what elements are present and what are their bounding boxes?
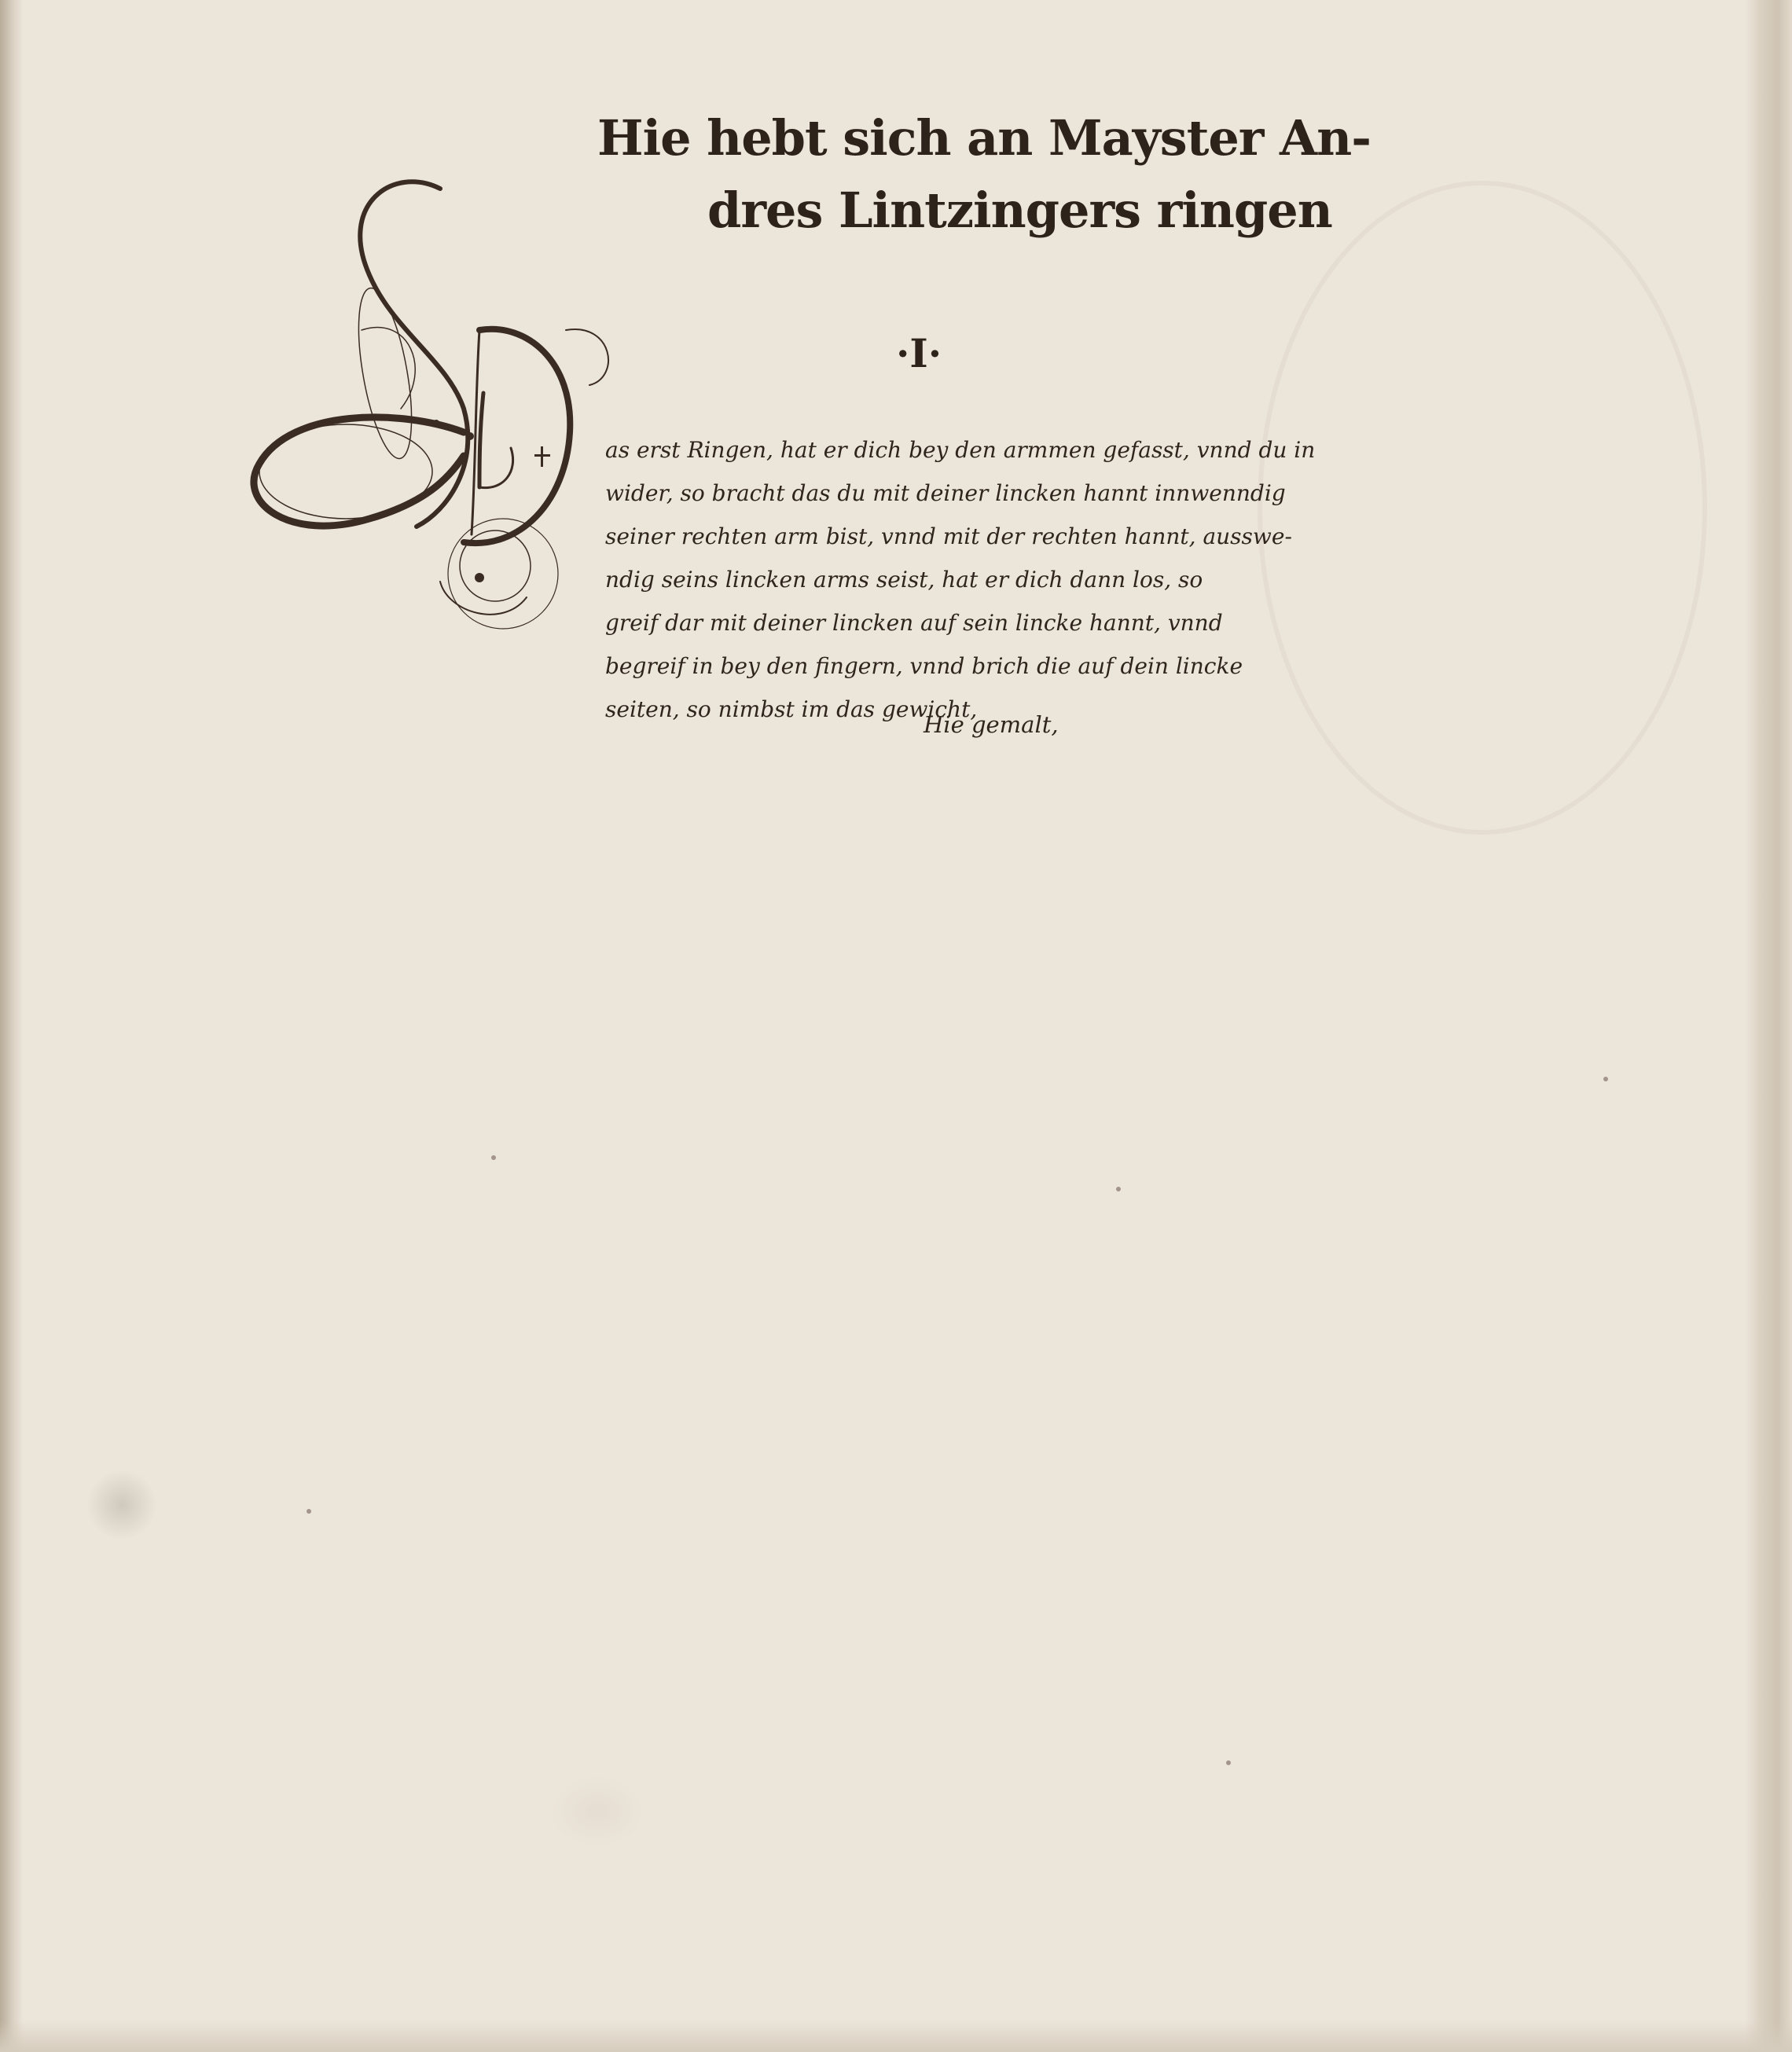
smudge <box>86 1470 157 1540</box>
spine-shadow <box>0 0 24 2052</box>
text-line: begreif in bey den fingern, vnnd brich die auf dein lincke <box>605 653 1243 679</box>
speck <box>307 1509 311 1514</box>
page-edge <box>1745 0 1792 2052</box>
text-line: as erst Ringen, hat er dich bey den armmen gefasst, vnnd du in <box>605 437 1316 463</box>
page-bottom-edge <box>0 2021 1792 2052</box>
text-line: seiten, so nimbst im das gewicht, <box>605 696 978 722</box>
closing-rubric: Hie gemalt, <box>924 711 1059 738</box>
speck <box>491 1155 496 1160</box>
speck <box>1226 1760 1231 1765</box>
decorated-initial <box>244 173 652 644</box>
body-text <box>605 428 1584 731</box>
speck <box>1116 1187 1121 1191</box>
speck <box>1603 1077 1608 1081</box>
text-line: greif dar mit deiner lincken auf sein lincke hannt, vnnd <box>605 610 1223 636</box>
heading-line-1: Hie hebt sich an Mayster An- <box>597 109 1371 167</box>
text-line: seiner rechten arm bist, vnnd mit der rechten hannt, ausswe- <box>605 523 1292 549</box>
section-number: ·I· <box>896 330 942 376</box>
page-heading <box>597 102 1371 247</box>
text-line: wider, so bracht das du mit deiner lincken hannt innwenndig <box>605 480 1286 506</box>
stain <box>550 1776 644 1847</box>
heading-line-2: dres Lintzingers ringen <box>707 182 1332 239</box>
text-line: ndig seins lincken arms seist, hat er dich dann los, so <box>605 567 1203 593</box>
